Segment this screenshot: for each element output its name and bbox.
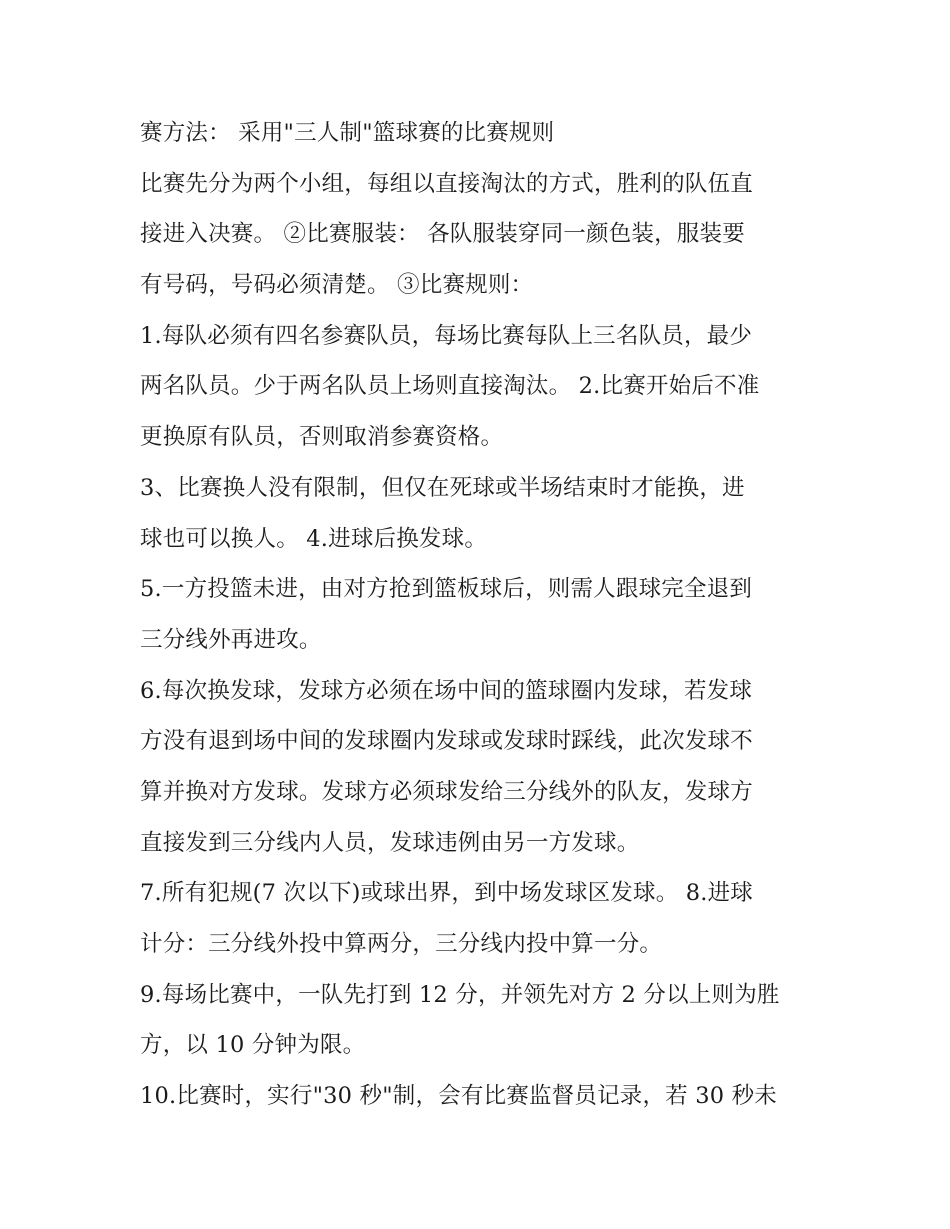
text-line: 赛方法： 采用"三人制"篮球赛的比赛规则 [140,120,555,146]
text-line: 有号码，号码必须清楚。 ③比赛规则： [140,272,534,299]
text-line: 5.一方投篮未进，由对方抢到篮板球后，则需人跟球完全退到 [140,576,753,603]
text-line: 算并换对方发球。发球方必须球发给三分线外的队友，发球方 [140,778,753,805]
text-line: 接进入决赛。 ②比赛服装： 各队服装穿同一颜色装，服装要 [140,221,745,248]
text-line: 方没有退到场中间的发球圈内发球或发球时踩线，此次发球不 [140,728,753,755]
text-line: 球也可以换人。 4.进球后换发球。 [140,525,488,552]
text-line: 方，以 10 分钟为限。 [140,1032,366,1059]
text-line: 3、比赛换人没有限制，但仅在死球或半场结束时才能换，进 [140,474,745,501]
text-line: 三分线外再进攻。 [140,626,322,653]
text-line: 7.所有犯规(7 次以下)或球出界，到中场发球区发球。 8.进球 [140,880,754,907]
text-line: 9.每场比赛中，一队先打到 12 分，并领先对方 2 分以上则为胜 [140,981,780,1008]
text-line: 1.每队必须有四名参赛队员，每场比赛每队上三名队员，最少 [140,322,753,349]
text-line: 6.每次换发球，发球方必须在场中间的篮球圈内发球，若发球 [140,677,753,704]
text-line: 直接发到三分线内人员，发球违例由另一方发球。 [140,829,640,856]
text-line: 比赛先分为两个小组，每组以直接淘汰的方式，胜利的队伍直 [140,170,753,197]
text-line: 计分：三分线外投中算两分，三分线内投中算一分。 [140,931,663,957]
document-body [140,108,820,1122]
text-line: 10.比赛时，实行"30 秒"制，会有比赛监督员记录，若 30 秒未 [140,1083,777,1110]
text-line: 两名队员。少于两名队员上场则直接淘汰。 2.比赛开始后不准 [140,373,760,400]
text-line: 更换原有队员，否则取消参赛资格。 [140,424,504,451]
